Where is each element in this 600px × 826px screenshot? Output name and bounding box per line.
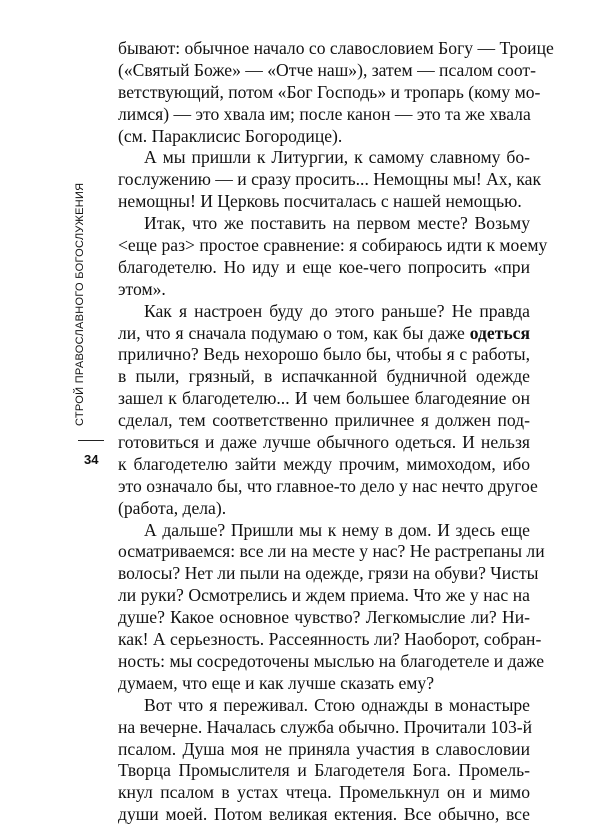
text-line: душе? Какое основное чувство? Легкомыслие ли? Ни- [118,607,530,628]
text-line: это означало бы, что главное-то дело у нас нечто другое [118,475,538,496]
emphasis-word: одеться [469,322,530,343]
text-segment: ли, что я сначала подумаю о том, как бы даже [118,322,465,343]
text-line: Вот что я переживал. Стою однажды в монастыре [144,694,530,715]
text-line: ли руки? Осмотрелись и ждем приема. Что же у нас на [118,585,530,606]
text-line: как! А серьезность. Рассеянность ли? Наоборот, собран- [118,629,542,650]
text-line: бывают: обычное начало со славословием Богу — Троице [118,38,554,58]
text-line: готовиться и даже лучше обычного одеться. И нельзя [118,432,530,453]
text-line: («Святый Боже» — «Отче наш»), затем — псалом соот- [118,59,536,80]
text-line: Итак, что же поставить на первом месте? Возьму [144,213,530,234]
text-line: зашел к благодетелю... И чем большее благодеяние он [118,388,530,409]
text-line: осматриваемся: все ли на месте у нас? Не растрепаны ли [118,541,545,562]
page-number: 34 [84,452,99,467]
text-line: А мы пришли к Литургии, к самому славному бо- [144,147,530,168]
text-line: прилично? Ведь нехорошо было бы, чтобы я с работы, [118,344,530,365]
text-line: этом». [118,278,166,299]
side-divider [78,440,104,441]
text-line [118,323,530,345]
text-line: Творца Промыслителя и Благодетеля Бога. Промель- [118,760,530,781]
text-line: души моей. Потом великая ектения. Все обычно, все [118,804,530,825]
body-text [118,38,554,826]
text-line: А дальше? Пришли мы к нему в дом. И здесь еще [144,519,530,540]
running-title: СТРОЙ ПРАВОСЛАВНОГО БОГОСЛУЖЕНИЯ [74,182,86,426]
text-line: (работа, дела). [118,497,227,518]
text-line: немощны! И Церковь посчиталась с нашей немощью. [118,191,522,212]
text-line: сделал, тем соответственно приличнее я должен под- [118,410,530,431]
text-line: ветствующий, потом «Бог Господь» и тропарь (кому мо- [118,81,541,102]
text-line: думаем, что еще и как лучше сказать ему? [118,672,435,693]
text-line: <еще раз> простое сравнение: я собираюсь идти к моему [118,235,548,256]
text-line: псалом. Душа моя не приняла участия в славословии [118,738,530,759]
text-line: волосы? Нет ли пыли на одежде, грязи на обуви? Чисты [118,563,539,584]
text-line: лимся) — это хвала им; после канон — это та же хвала [118,103,531,124]
text-line: гослужению — и сразу просить... Немощны мы! Ах, как [118,169,542,190]
text-line: ность: мы сосредоточены мыслью на благодетеле и даже [118,650,545,671]
text-line: кнул псалом в устах чтеца. Промелькнул он и мимо [118,782,530,803]
text-line: Как я настроен буду до этого раньше? Не правда [144,300,530,321]
text-line: (см. Параклисис Богородице). [118,125,343,146]
text-line: к благодетелю зайти между прочим, мимоходом, ибо [118,453,530,474]
text-line: благодетелю. Но иду и еще кое-чего попросить «при [118,256,530,277]
text-line: на вечерне. Началась служба обычно. Прочитали 103-й [118,716,533,737]
text-line: в пыли, грязный, в испачканной будничной одежде [118,366,530,387]
